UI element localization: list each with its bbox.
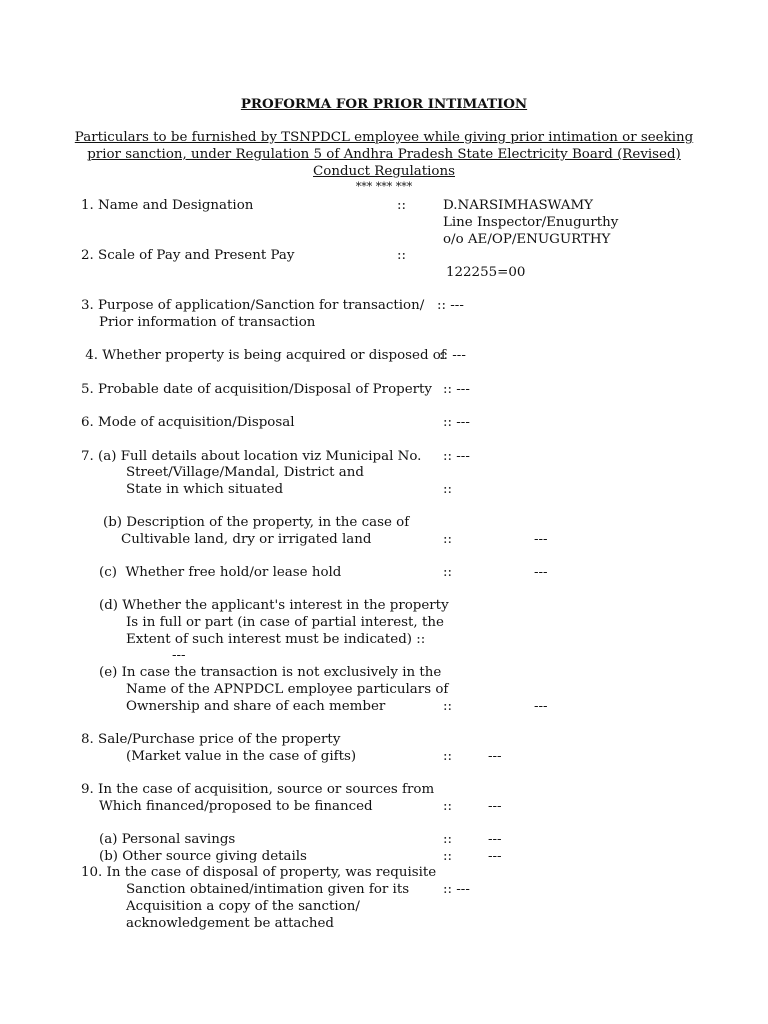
item-1-sep: :: [397,198,407,213]
item-1-value-name: D.NARSIMHASWAMY [443,198,593,213]
item-6-value: :: --- [443,415,470,430]
item-10-label-line-1: 10. In the case of disposal of property, was requisite [81,865,437,880]
item-7b-sep: :: [443,532,453,547]
item-10-label-line-3: Acquisition a copy of the sanction/ [126,899,360,914]
item-9-label-line-2: Which financed/proposed to be financed [99,799,373,814]
item-10-label-line-4: acknowledgement be attached [126,916,335,931]
item-4-label: 4. Whether property is being acquired or disposed of [81,348,446,363]
item-2-sep: :: [397,248,407,263]
item-5-label: 5. Probable date of acquisition/Disposal of Property [81,382,432,397]
item-8-value: --- [488,749,502,764]
item-7e-label-line-1: (e) In case the transaction is not exclusively in the [99,665,442,680]
item-8-sep: :: [443,749,453,764]
item-7c-sep: :: [443,565,453,580]
item-5-value: :: --- [443,382,470,397]
item-7d-label-line-3: Extent of such interest must be indicated) :: [126,632,426,647]
item-7b-value: --- [534,532,548,547]
item-6-label: 6. Mode of acquisition/Disposal [81,415,295,430]
item-1-value-designation: Line Inspector/Enugurthy [443,215,619,230]
item-7e-sep: :: [443,699,453,714]
item-10-value: :: --- [443,882,470,897]
item-1-value-office: o/o AE/OP/ENUGURTHY [443,232,611,247]
item-9a-value: --- [488,832,502,847]
item-7b-label-line-2: Cultivable land, dry or irrigated land [121,532,372,547]
item-8-label-line-1: 8. Sale/Purchase price of the property [81,732,341,747]
item-9b-label: (b) Other source giving details [99,849,307,864]
page-title: PROFORMA FOR PRIOR INTIMATION [240,96,528,112]
item-7a-value: :: --- [443,449,470,464]
item-9-value: --- [488,799,502,814]
subtitle-line-1: Particulars to be furnished by TSNPDCL employee while giving prior intimation or seeking [74,130,694,145]
item-7a-sep-2: :: [443,482,453,497]
item-9a-label: (a) Personal savings [99,832,236,847]
item-9b-value: --- [488,849,502,864]
item-7c-label: (c) Whether free hold/or lease hold [99,565,342,580]
item-7c-value: --- [534,565,548,580]
item-7d-label-line-2: Is in full or part (in case of partial interest, the [126,615,444,630]
item-8-label-line-2: (Market value in the case of gifts) [126,749,357,764]
item-9b-sep: :: [443,849,453,864]
item-3-value: :: --- [437,298,464,313]
item-9-sep: :: [443,799,453,814]
item-1-label: 1. Name and Designation [81,198,254,213]
separator-stars: *** *** *** [355,180,413,193]
item-7e-value: --- [534,699,548,714]
item-7d-label-line-1: (d) Whether the applicant's interest in the property [99,598,449,613]
item-3-label-line-2: Prior information of transaction [99,315,316,330]
subtitle-line-2: prior sanction, under Regulation 5 of Andhra Pradesh State Electricity Board (Revised) [87,147,681,162]
item-7a-label-line-2: Street/Village/Mandal, District and [126,465,364,480]
item-7a-label-line-3: State in which situated [126,482,284,497]
subtitle-line-3: Conduct Regulations [313,164,455,179]
item-7e-label-line-3: Ownership and share of each member [126,699,386,714]
item-9-label-line-1: 9. In the case of acquisition, source or sources from [81,782,435,797]
item-9a-sep: :: [443,832,453,847]
item-7e-label-line-2: Name of the APNPDCL employee particulars of [126,682,449,697]
item-10-label-line-2: Sanction obtained/intimation given for its [126,882,410,897]
item-3-label-line-1: 3. Purpose of application/Sanction for transaction/ [81,298,425,313]
item-4-value: :: --- [439,348,466,363]
item-7d-value: --- [172,648,186,663]
item-7b-label-line-1: (b) Description of the property, in the case of [103,515,410,530]
item-2-value: 122255=00 [446,265,526,280]
item-7a-label-line-1: 7. (a) Full details about location viz Municipal No. [81,449,422,464]
item-2-label: 2. Scale of Pay and Present Pay [81,248,295,263]
